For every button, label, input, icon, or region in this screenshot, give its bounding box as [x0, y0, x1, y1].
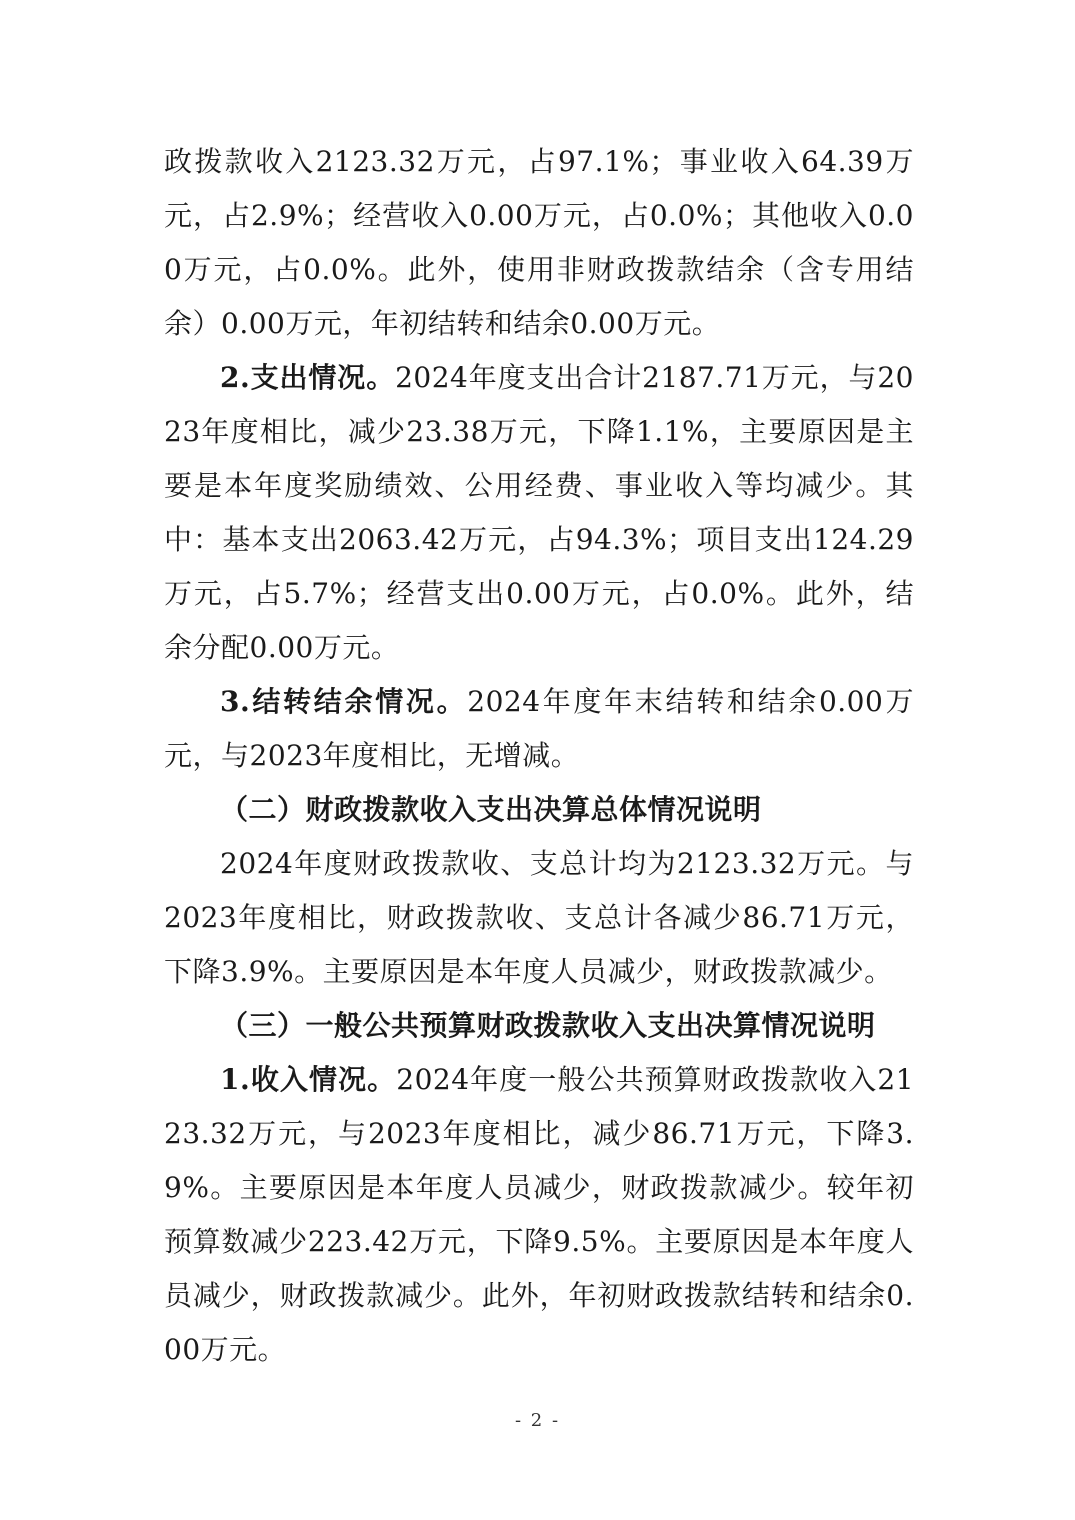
- paragraph-fiscal-total: [164, 837, 914, 999]
- paragraph-carryover: [164, 675, 914, 783]
- paragraph-text: 2024年度支出合计2187.71万元，与2023年度相比，减少23.38万元，下降1.1%，主要原因是主要是本年度奖励绩效、公用经费、事业收入等均减少。其中：基本支出2063.42万元，占94.3%；项目支出124.29万元，占5.7%；经营支出0.00万元，占0.0%。此外，结余分配0.00万元。: [164, 361, 914, 664]
- paragraph-text: 2024年度财政拨款收、支总计均为2123.32万元。与2023年度相比，财政拨款收、支总计各减少86.71万元，下降3.9%。主要原因是本年度人员减少，财政拨款减少。: [164, 847, 914, 988]
- paragraph-lead: 1.收入情况。: [220, 1063, 397, 1096]
- paragraph-general-budget-income: [164, 1053, 914, 1377]
- paragraph-income-continued: [164, 135, 914, 351]
- paragraph-text: 2024年度一般公共预算财政拨款收入2123.32万元，与2023年度相比，减少86.71万元，下降3.9%。主要原因是本年度人员减少，财政拨款减少。较年初预算数减少223.42万元，下降9.5%。主要原因是本年度人员减少，财政拨款减少。此外，年初财政拨款结转和结余0.00万元。: [164, 1063, 915, 1366]
- section-heading-2: （二）财政拨款收入支出决算总体情况说明: [220, 793, 762, 826]
- paragraph-text: 2024年度年末结转和结余0.00万元，与2023年度相比，无增减。: [164, 685, 915, 772]
- paragraph-lead: 3.结转结余情况。: [220, 685, 468, 718]
- page-number: - 2 -: [514, 1410, 561, 1431]
- section-heading-3: （三）一般公共预算财政拨款收入支出决算情况说明: [220, 1009, 876, 1042]
- document-body: [164, 135, 914, 1377]
- paragraph-lead: 2.支出情况。: [220, 361, 396, 394]
- paragraph-expenditure: [164, 351, 914, 675]
- paragraph-text: 政拨款收入2123.32万元，占97.1%；事业收入64.39万元，占2.9%；经营收入0.00万元，占0.0%；其他收入0.00万元，占0.0%。此外，使用非财政拨款结余（含专用结余）0.00万元，年初结转和结余0.00万元。: [164, 145, 914, 340]
